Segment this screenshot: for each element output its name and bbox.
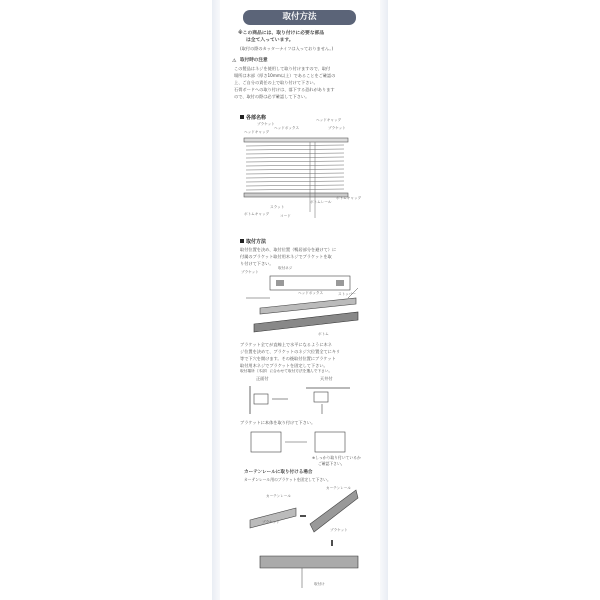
method-label: ブラケット: [241, 270, 259, 274]
method-label: ストッパー: [338, 292, 356, 296]
method-line: 付属のブラケット取付用木ネジでブラケットを取: [240, 254, 332, 259]
method-line: 取付位置を決め、取付位置（鴨居部分を避けて）に: [240, 247, 337, 252]
intro-line: (取付の際のカッターナイフは入っておりません。): [240, 46, 334, 51]
method-label: ボトム: [318, 332, 329, 336]
curtain-label: 取付け: [314, 582, 325, 586]
curtain-label: カーテンレール: [326, 486, 351, 490]
attach-check: ご確認下さい。: [318, 461, 345, 466]
attach-diagram: [245, 428, 355, 456]
part-label: ボトムキャップ: [336, 196, 362, 200]
part-label: ヘッドキャップ: [244, 130, 270, 134]
part-label: ブラケット: [257, 122, 275, 126]
method-heading: 取付方法: [240, 238, 266, 245]
method-line: り付けて下さい。: [240, 261, 274, 266]
part-label: ブラケット: [328, 126, 346, 130]
bracket-mount-diagram: [240, 384, 360, 418]
warning-icon: ⚠: [232, 58, 237, 64]
front-mount-label: 正面付: [256, 376, 269, 381]
part-label: スラット: [270, 205, 285, 209]
caution-box: [232, 65, 370, 106]
part-label: コード: [280, 214, 291, 218]
caution-heading: 取付時の注意: [240, 58, 268, 63]
part-label: ボトムレール: [310, 200, 332, 204]
parts-heading: 各部名称: [240, 114, 266, 121]
part-label: ヘッドボックス: [274, 126, 300, 130]
curtain-label: ブラケット: [262, 520, 280, 524]
caution-line: ので、取付の際は必ず確認して下さい。: [234, 94, 310, 99]
curtain-label: カーテンレール: [266, 494, 291, 498]
part-label: ボトムキャップ: [244, 212, 270, 216]
method-label: 取付ネジ: [278, 266, 293, 270]
bracket-line: ジ位置を決めて、ブラケットのネジ穴位置全てにキリ: [240, 349, 341, 354]
mounting-diagram: [240, 268, 360, 340]
page-shadow-right: [380, 0, 388, 600]
curtain-label: ブラケット: [330, 528, 348, 532]
caution-line: 石膏ボードへの取り付けは、落下する恐れがあります: [234, 87, 335, 92]
page-title: 取付方法: [243, 10, 356, 25]
curtain-sub: カーテンレール用のブラケットを固定して下さい。: [244, 477, 331, 482]
attach-check: ※しっかり取り付いているか: [312, 455, 361, 460]
curtain-rail-diagram: [240, 484, 364, 594]
bracket-line: ブラケット全てが直線上で水平になるように木ネ: [240, 342, 332, 347]
bracket-note: 取付場所（木部）に合わせて取付方法を選んで下さい。: [240, 369, 333, 373]
bracket-line: 取付用木ネジでブラケットを固定して下さい。: [240, 363, 328, 368]
intro-line: ※この商品には、取り付けに必要な部品: [238, 31, 325, 36]
bracket-line: 等で下穴を開けます。その後取付位置にブラケット: [240, 356, 336, 361]
caution-line: この製品はネジを使用して取り付けますので、取付: [234, 66, 331, 71]
caution-line: 場所は木部（厚さ10mm以上）であることをご確認の: [234, 73, 336, 78]
page-shadow-left: [212, 0, 220, 600]
attach-text: ブラケットに本体を取り付けて下さい。: [240, 420, 316, 425]
ceiling-mount-label: 天井付: [320, 376, 333, 381]
intro-line: は全て入っています。: [246, 38, 294, 43]
curtain-heading: カーテンレールに取り付ける場合: [244, 470, 313, 475]
part-label: ヘッドキャップ: [316, 118, 342, 122]
method-label: ヘッドボックス: [298, 291, 324, 295]
caution-line: 上、ご自分の責任の上で取り付けて下さい。: [234, 80, 318, 85]
